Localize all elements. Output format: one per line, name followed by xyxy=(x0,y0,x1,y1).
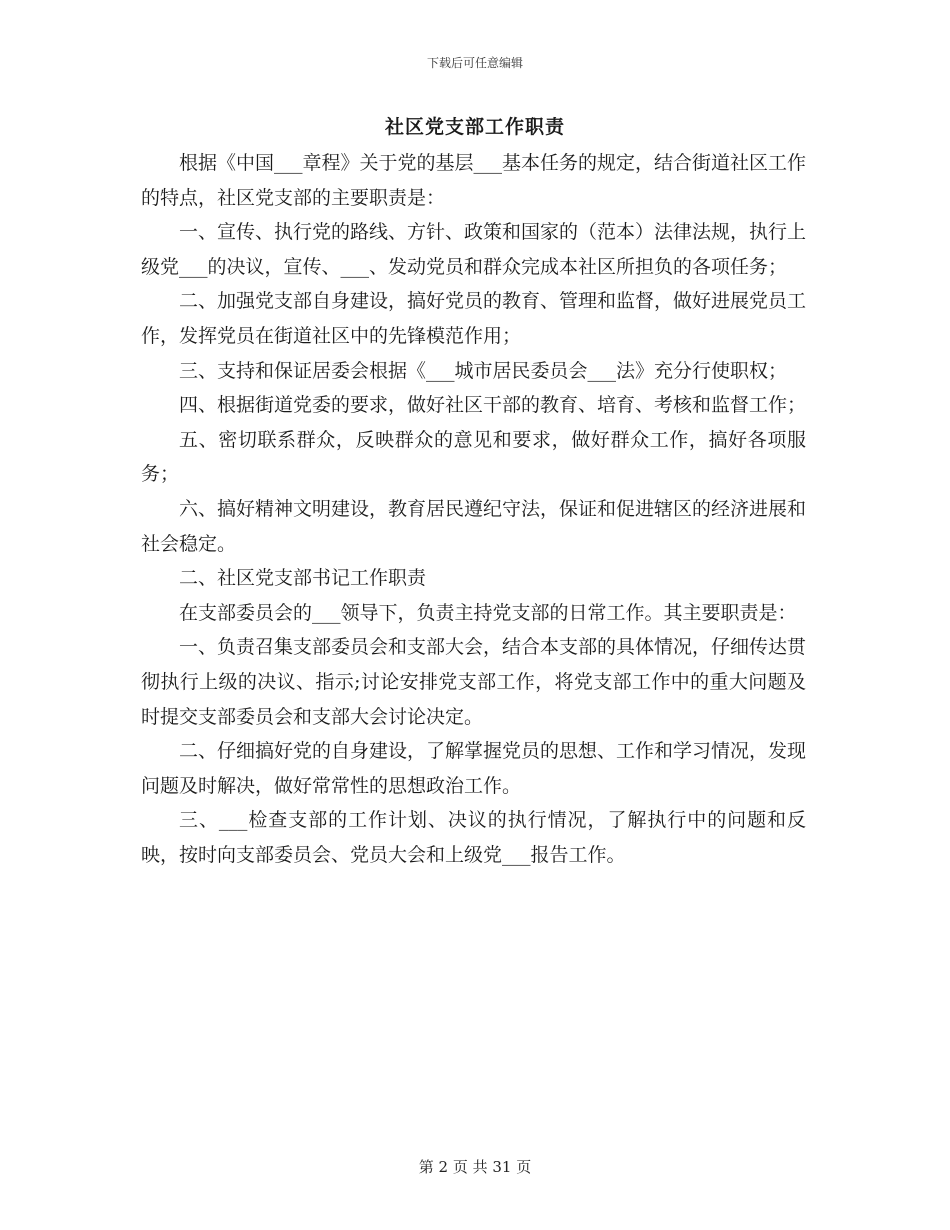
paragraph: 一、负责召集支部委员会和支部大会，结合本支部的具体情况，仔细传达贯彻执行上级的决议、指示;讨论安排党支部工作，将党支部工作中的重大问题及时提交支部委员会和支部大会讨论决定。 xyxy=(141,636,807,728)
paragraph: 二、仔细搞好党的自身建设，了解掌握党员的思想、工作和学习情况，发现问题及时解决，做好常常性的思想政治工作。 xyxy=(141,740,807,797)
page-number: 第 2 页 共 31 页 xyxy=(418,1158,532,1176)
document-title: 社区党支部工作职责 xyxy=(384,116,565,138)
document-body xyxy=(141,146,806,872)
paragraph: 在支部委员会的___领导下，负责主持党支部的日常工作。其主要职责是： xyxy=(179,601,797,624)
paragraph: 五、密切联系群众，反映群众的意见和要求，做好群众工作，搞好各项服务； xyxy=(141,428,806,486)
paragraph: 三、___检查支部的工作计划、决议的执行情况，了解执行中的问题和反映，按时向支部委员会、党员大会和上级党___报告工作。 xyxy=(141,809,806,866)
paragraph: 二、加强党支部自身建设，搞好党员的教育、管理和监督，做好进展党员工作，发挥党员在街道社区中的先锋模范作用； xyxy=(141,290,807,347)
paragraph: 六、搞好精神文明建设，教育居民遵纪守法，保证和促进辖区的经济进展和社会稳定。 xyxy=(141,497,807,555)
header-note: 下载后可任意编辑 xyxy=(426,56,523,70)
paragraph: 四、根据街道党委的要求，做好社区干部的教育、培育、考核和监督工作； xyxy=(179,394,807,417)
paragraph: 三、支持和保证居委会根据《___城市居民委员会___法》充分行使职权； xyxy=(179,359,788,382)
section-heading: 二、社区党支部书记工作职责 xyxy=(179,567,427,590)
paragraph: 一、宣传、执行党的路线、方针、政策和国家的（范本）法律法规，执行上级党___的决议，宣传、___、发动党员和群众完成本社区所担负的各项任务； xyxy=(141,221,807,278)
paragraph: 根据《中国___章程》关于党的基层___基本任务的规定，结合街道社区工作的特点，社区党支部的主要职责是： xyxy=(141,152,807,209)
